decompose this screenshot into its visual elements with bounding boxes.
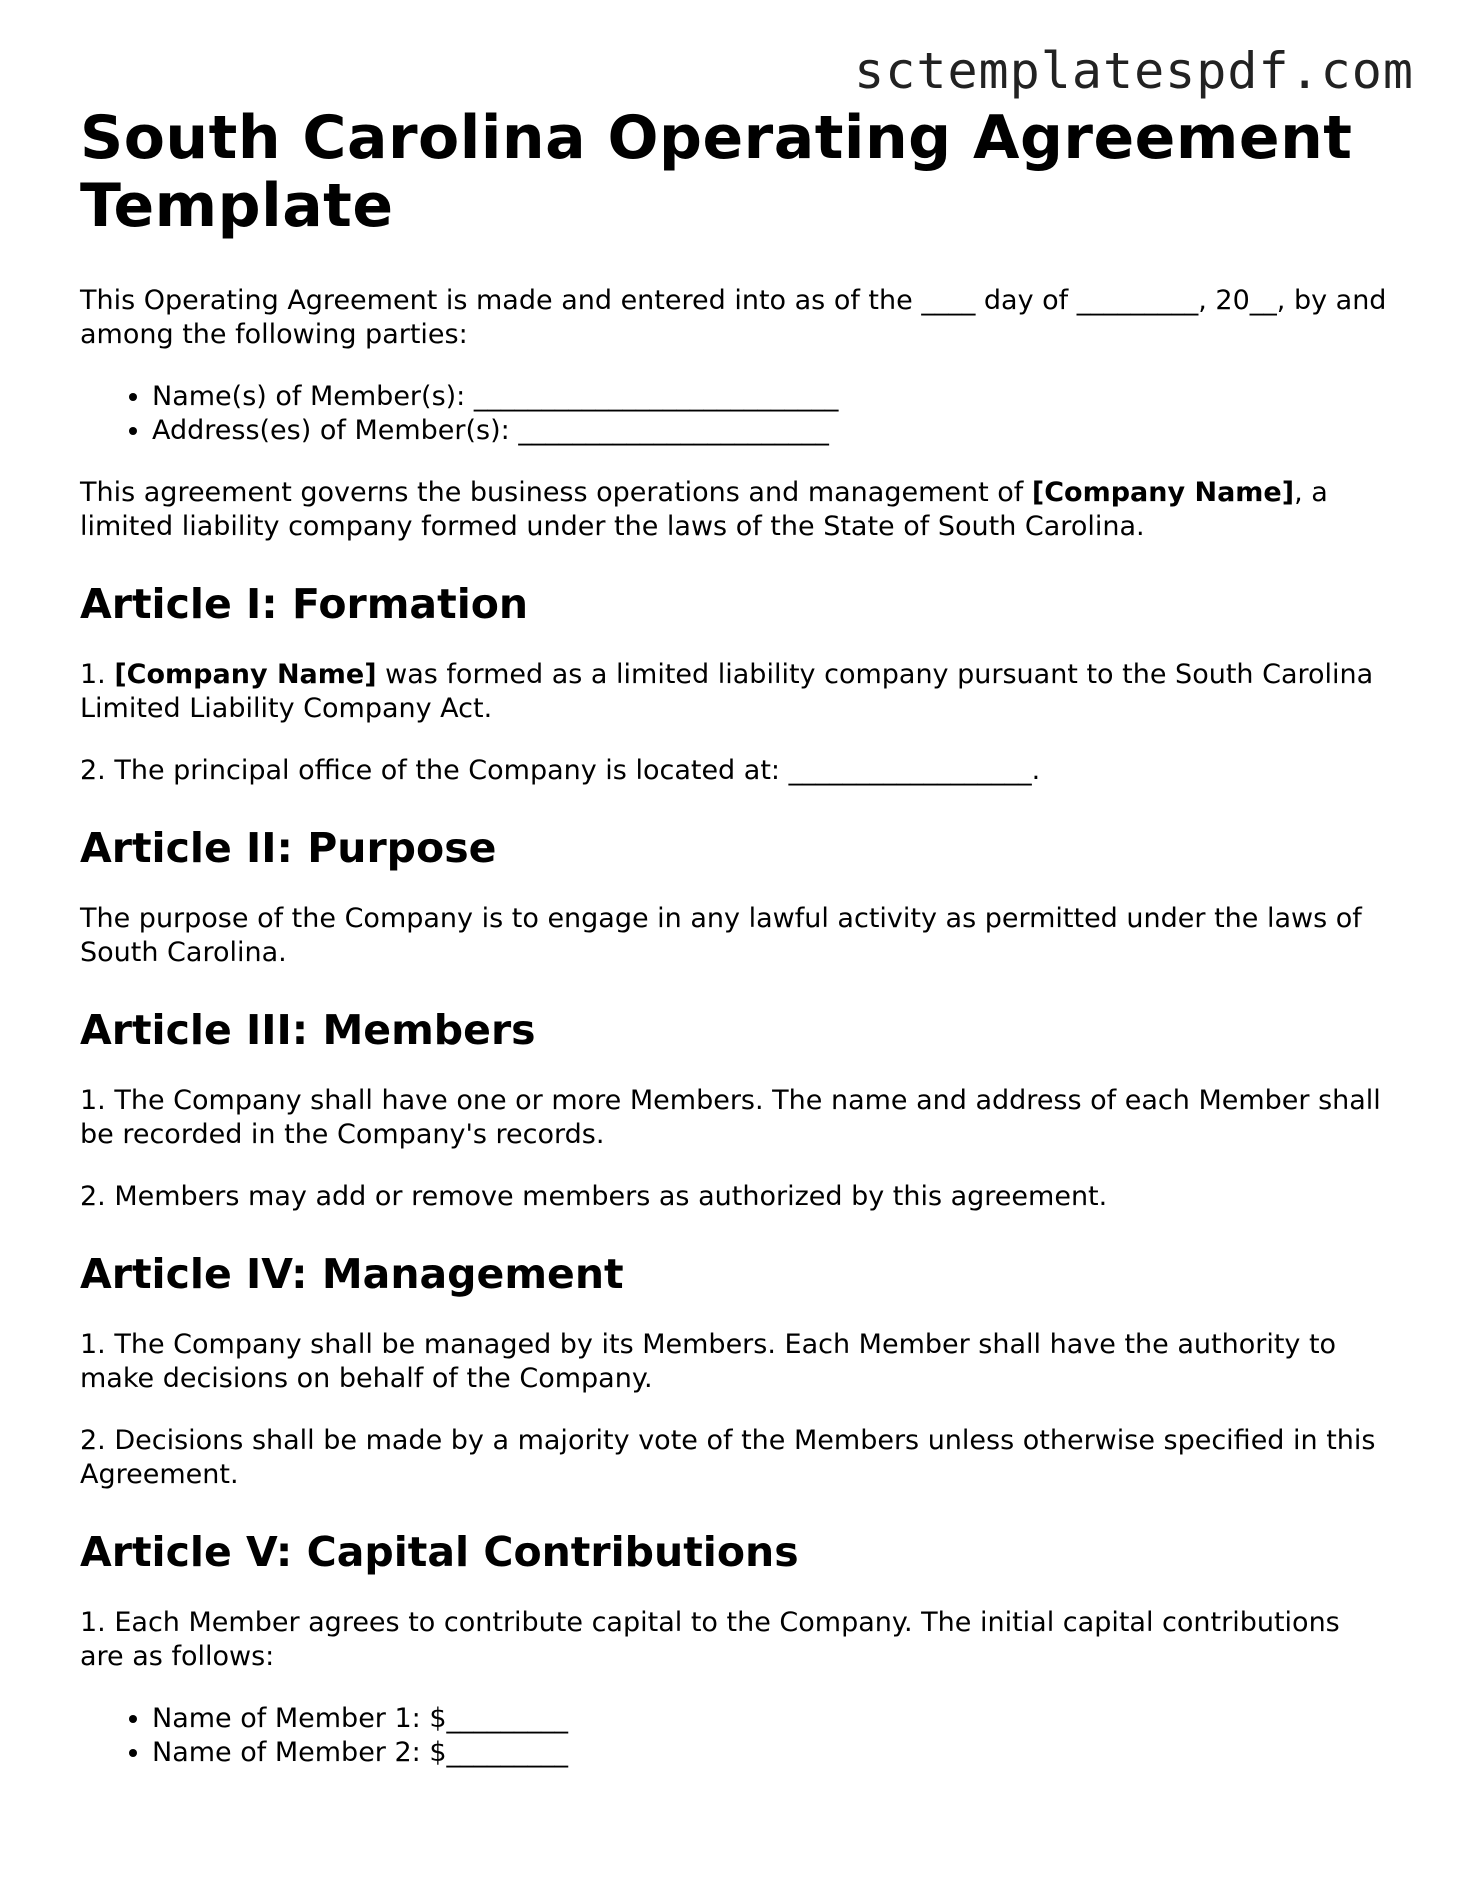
article-4-heading: Article IV: Management [80, 1250, 624, 1298]
parties-list [80, 380, 1390, 448]
clause-number: 1. [80, 659, 115, 690]
article-1-heading: Article I: Formation [80, 580, 529, 628]
article-5-clause-1: 1. Each Member agrees to contribute capital to the Company. The initial capital contributions are as follows: [80, 1607, 1340, 1672]
article-5-heading: Article V: Capital Contributions [80, 1528, 799, 1576]
clause-text: was formed as a limited liability company pursuant to the South Carolina Limited Liability Company Act. [80, 659, 1374, 724]
list-item: • Address(es) of Member(s): _______________________ [152, 414, 1390, 448]
article-1-clause-1 [80, 658, 1390, 726]
document-title: South Carolina Operating Agreement Template [80, 103, 1353, 241]
intro-paragraph: This Operating Agreement is made and entered into as of the ____ day of _________, 20__, by and among the following parties: [80, 285, 1387, 350]
article-3-clause-2: 2. Members may add or remove members as authorized by this agreement. [80, 1181, 1108, 1212]
list-item: • Name of Member 1: $_________ [152, 1702, 1390, 1736]
article-1-clause-2: 2. The principal office of the Company is located at: __________________. [80, 755, 1041, 786]
list-item: • Name(s) of Member(s): ___________________________ [152, 380, 1390, 414]
contributions-list [80, 1702, 1390, 1770]
article-4-clause-1: 1. The Company shall be managed by its Members. Each Member shall have the authority to make decisions on behalf of the Company. [80, 1329, 1337, 1394]
governs-text-after: , a limited liability company formed under the laws of the State of South Carolina. [80, 477, 1328, 542]
company-name-placeholder: [Company Name] [114, 659, 377, 690]
article-2-clause-1: The purpose of the Company is to engage in any lawful activity as permitted under the laws of South Carolina. [80, 903, 1362, 968]
company-name-placeholder: [Company Name] [1031, 477, 1295, 508]
article-3-heading: Article III: Members [80, 1006, 536, 1054]
list-item: • Name of Member 2: $_________ [152, 1736, 1390, 1770]
article-4-clause-2: 2. Decisions shall be made by a majority vote of the Members unless otherwise specified in this Agreement. [80, 1425, 1376, 1490]
governs-text-before: This agreement governs the business operations and management of [80, 477, 1032, 508]
document-page [80, 104, 1390, 1798]
article-2-heading: Article II: Purpose [80, 824, 497, 872]
article-3-clause-1: 1. The Company shall have one or more Members. The name and address of each Member shall be recorded in the Company's records. [80, 1085, 1381, 1150]
governs-paragraph [80, 476, 1390, 544]
site-watermark: sctemplatespdf.com [854, 42, 1414, 100]
